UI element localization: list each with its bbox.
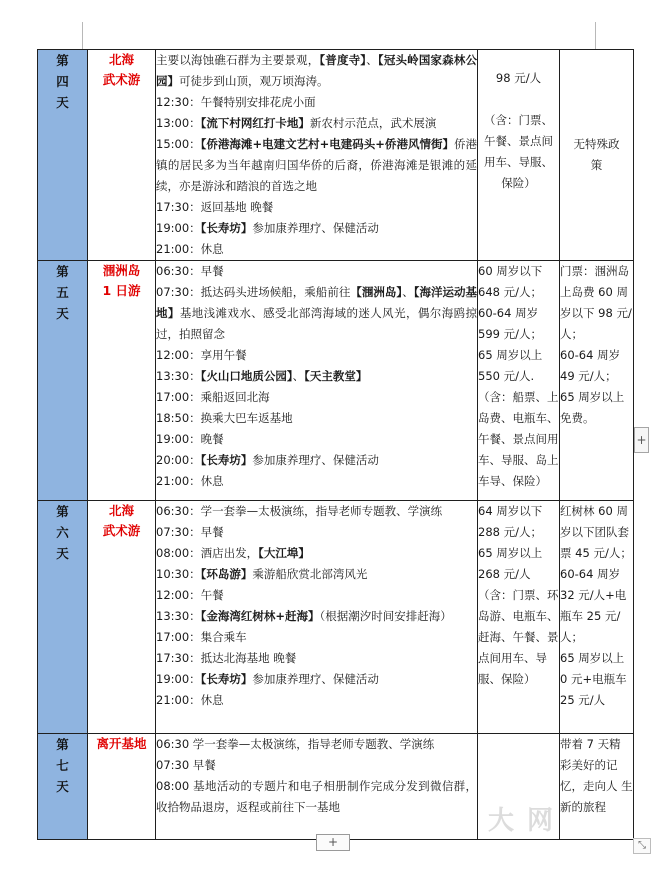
schedule-text: 参加康养理疗、保健活动 — [252, 221, 379, 235]
schedule-item — [156, 606, 477, 627]
schedule-item — [156, 50, 477, 92]
day-row — [38, 261, 634, 501]
policy-cell — [560, 734, 634, 840]
schedule-item — [156, 776, 477, 818]
schedule-text: 乘游船欣赏北部湾风光 — [252, 567, 368, 581]
day-row — [38, 501, 634, 734]
schedule-text: 、 — [366, 53, 378, 67]
price-line: （含：门票、环岛游、电瓶车、赶海、午餐、景点间用车、导服、保险） — [478, 588, 559, 686]
table-resize-handle[interactable] — [633, 838, 651, 854]
policy-cell — [560, 50, 634, 261]
schedule-item — [156, 282, 477, 345]
schedule-text: 新农村示范点，武术展演 — [309, 116, 437, 130]
schedule-item — [156, 366, 477, 387]
venue-name: 【侨港海滩+电建文艺村+电建码头+侨港风情街】 — [200, 137, 454, 151]
venue-name: 【长寿坊】 — [200, 221, 253, 235]
price-line: （含：船票、上岛费、电瓶车、午餐、景点间用车、导服、岛上车导、保险） — [478, 390, 559, 488]
policy-cell — [560, 501, 634, 734]
venue-name: 【火山口地质公园】 — [200, 369, 293, 383]
schedule-text: 20:00： — [156, 453, 201, 467]
venue-name: 【涠洲岛】 — [350, 285, 403, 299]
theme-cell — [88, 501, 156, 734]
schedule-item — [156, 648, 477, 669]
theme-cell — [88, 50, 156, 261]
theme-label: 武术游 — [102, 72, 141, 87]
policy-line: 带着 7 天精 彩美好的记 忆，走向人 生新的旅程 — [560, 737, 633, 814]
price-line: 65 周岁以上 550 元/人. — [478, 348, 543, 383]
day-cell — [38, 734, 88, 840]
day-cell — [38, 261, 88, 501]
watermark-logo: 大 网 — [488, 806, 556, 836]
price-line: 60 周岁以下 648 元/人； — [478, 264, 543, 299]
schedule-item — [156, 197, 477, 218]
venue-name: 【大江埠】 — [258, 546, 310, 560]
price-cell — [478, 501, 560, 734]
schedule-item — [156, 564, 477, 585]
schedule-text: 21:00：休息 — [156, 242, 224, 256]
price-line: 98 元/人 — [495, 71, 542, 85]
schedule-text: 17:30：抵达北海基地 晚餐 — [156, 651, 297, 665]
day-cell — [38, 50, 88, 261]
theme-label: 北海 — [108, 52, 134, 67]
schedule-cell — [156, 261, 478, 501]
venue-name: 【金海湾红树林+赶海】 — [200, 609, 320, 623]
price-line — [484, 89, 553, 110]
schedule-item — [156, 261, 477, 282]
schedule-item — [156, 345, 477, 366]
schedule-item — [156, 218, 477, 239]
schedule-item — [156, 450, 477, 471]
venue-name: 【流下村网红打卡地】 — [200, 116, 310, 130]
add-row-button[interactable] — [316, 834, 350, 851]
schedule-item — [156, 734, 477, 755]
policy-line: 门票：涠洲岛上岛费 60 周岁以下 98 元/人； — [560, 264, 632, 341]
price-line: 65 周岁以上 268 元/人 — [478, 546, 543, 581]
venue-name: 【天主教堂】 — [304, 369, 368, 383]
schedule-cell — [156, 501, 478, 734]
schedule-text: 21:00：休息 — [156, 474, 224, 488]
day-label-char: 天 — [56, 779, 69, 794]
venue-name: 【长寿坊】 — [200, 453, 253, 467]
plus-icon: + — [636, 433, 647, 447]
schedule-text: 19:00：晚餐 — [156, 432, 224, 446]
day-cell — [38, 501, 88, 734]
day-label-char: 六 — [56, 525, 69, 540]
theme-label: 武术游 — [102, 523, 141, 538]
schedule-item — [156, 543, 477, 564]
venue-name: 【长寿坊】 — [200, 672, 253, 686]
itinerary-table — [37, 49, 634, 840]
schedule-text: 12:00：享用午餐 — [156, 348, 247, 362]
price-line: 64 周岁以下 288 元/人； — [478, 504, 543, 539]
schedule-item — [156, 134, 477, 197]
policy-line: 红树林 60 周岁以下团队套票 45 元/人； — [560, 504, 632, 560]
theme-label: 离开基地 — [96, 736, 147, 751]
add-column-button[interactable] — [634, 427, 649, 453]
day-label-char: 第 — [56, 53, 69, 68]
day-label-char: 七 — [56, 758, 69, 773]
schedule-item — [156, 522, 477, 543]
schedule-item — [156, 585, 477, 606]
schedule-text: 17:00：集合乘车 — [156, 630, 247, 644]
day-row — [38, 50, 634, 261]
day-label-char: 四 — [56, 74, 69, 89]
policy-cell — [560, 261, 634, 501]
schedule-text: 、 — [402, 285, 414, 299]
schedule-text: 13:00： — [156, 116, 201, 130]
schedule-text: 侨港镇的居民多为当年越南归国华侨的后裔，侨港海滩是银滩的延续，亦是游泳和踏浪的首选之地 — [156, 137, 477, 193]
venue-name: 【环岛游】 — [200, 567, 253, 581]
theme-cell — [88, 734, 156, 840]
theme-label: 涠洲岛 — [102, 263, 141, 278]
policy-line: 60-64 周岁 49 元/人； — [560, 348, 621, 383]
theme-cell — [88, 261, 156, 501]
schedule-text: 10:30： — [156, 567, 201, 581]
day-label-char: 第 — [56, 737, 69, 752]
schedule-text: 17:00：乘船返回北海 — [156, 390, 270, 404]
plus-icon: + — [327, 835, 339, 849]
price-cell — [478, 261, 560, 501]
schedule-item — [156, 690, 477, 711]
schedule-item — [156, 387, 477, 408]
schedule-item — [156, 429, 477, 450]
schedule-text: 12:00：午餐 — [156, 588, 224, 602]
schedule-text: 13:30： — [156, 369, 201, 383]
price-cell — [478, 50, 560, 261]
schedule-item — [156, 239, 477, 260]
schedule-text: 21:00：休息 — [156, 693, 224, 707]
schedule-text: 基地浅滩戏水、感受北部湾海域的迷人风光，偶尔海鸥掠过，拍照留念 — [156, 306, 478, 341]
policy-line: 60-64 周岁 32 元/人+电瓶车 25 元/人； — [560, 567, 627, 644]
schedule-text: 、 — [292, 369, 305, 383]
schedule-text: 参加康养理疗、保健活动 — [252, 672, 379, 686]
schedule-cell — [156, 50, 478, 261]
schedule-text: 07:30：早餐 — [156, 525, 224, 539]
policy-line: 65 周岁以上 0 元+电瓶车 25 元/人 — [560, 651, 627, 707]
resize-icon: ⤡ — [638, 840, 646, 851]
page-corner-mark — [595, 22, 596, 49]
schedule-cell — [156, 734, 478, 840]
schedule-text: 06:30：学一套拳—太极演练，指导老师专题教、学演练 — [156, 504, 443, 518]
schedule-text: 06:30：早餐 — [156, 264, 224, 278]
page-corner-mark — [82, 22, 83, 49]
schedule-text: 可徒步到山顶，观万顷海涛。 — [179, 74, 329, 88]
schedule-item — [156, 669, 477, 690]
schedule-text: 17:30：返回基地 晚餐 — [156, 200, 274, 214]
schedule-text: 06:30 学一套拳—太极演练，指导老师专题教、学演练 — [156, 737, 435, 751]
price-line: 60-64 周岁 599 元/人； — [478, 306, 542, 341]
schedule-item — [156, 755, 477, 776]
theme-label: 北海 — [108, 503, 134, 518]
schedule-text: 13:30： — [156, 609, 201, 623]
schedule-text: 参加康养理疗、保健活动 — [252, 453, 379, 467]
schedule-text: 07:30 早餐 — [156, 758, 216, 772]
schedule-text: 08:00：酒店出发， — [156, 546, 259, 560]
venue-name: 【海洋运动基地】 — [156, 285, 478, 320]
schedule-text: 12:30：午餐特别安排花虎小面 — [156, 95, 316, 109]
day-label-char: 天 — [56, 306, 69, 321]
schedule-text: 18:50：换乘大巴车返基地 — [156, 411, 293, 425]
day-label-char: 天 — [56, 95, 69, 110]
day-label-char: 第 — [56, 504, 69, 519]
schedule-text: 主要以海蚀礁石群为主要景观， — [156, 53, 320, 67]
schedule-item — [156, 92, 477, 113]
schedule-item — [156, 501, 477, 522]
schedule-item — [156, 408, 477, 429]
day-label-char: 五 — [56, 285, 69, 300]
day-label-char: 天 — [56, 546, 69, 561]
schedule-text: （根据潮汐时间安排赶海） — [319, 609, 452, 623]
venue-name: 【冠头岭国家森林公园】 — [156, 53, 478, 88]
schedule-text: 19:00： — [156, 672, 201, 686]
policy-line: 无特殊政策 — [573, 137, 620, 172]
day-label-char: 第 — [56, 264, 69, 279]
schedule-item — [156, 471, 477, 492]
schedule-text: 15:00： — [156, 137, 201, 151]
schedule-text: 07:30：抵达码头进场候船，乘船前往 — [156, 285, 351, 299]
price-line: （含：门票、午餐、景点间用车、导服、保险） — [484, 113, 553, 190]
schedule-text: 19:00： — [156, 221, 201, 235]
policy-line: 65 周岁以上免费。 — [560, 390, 625, 425]
schedule-item — [156, 627, 477, 648]
schedule-text: 08:00 基地活动的专题片和电子相册制作完成分发到微信群，收拾物品退房，返程或前往下一基地 — [156, 779, 477, 814]
schedule-item — [156, 113, 477, 134]
venue-name: 【普度寺】 — [319, 53, 367, 67]
theme-label: 1 日游 — [102, 283, 141, 298]
